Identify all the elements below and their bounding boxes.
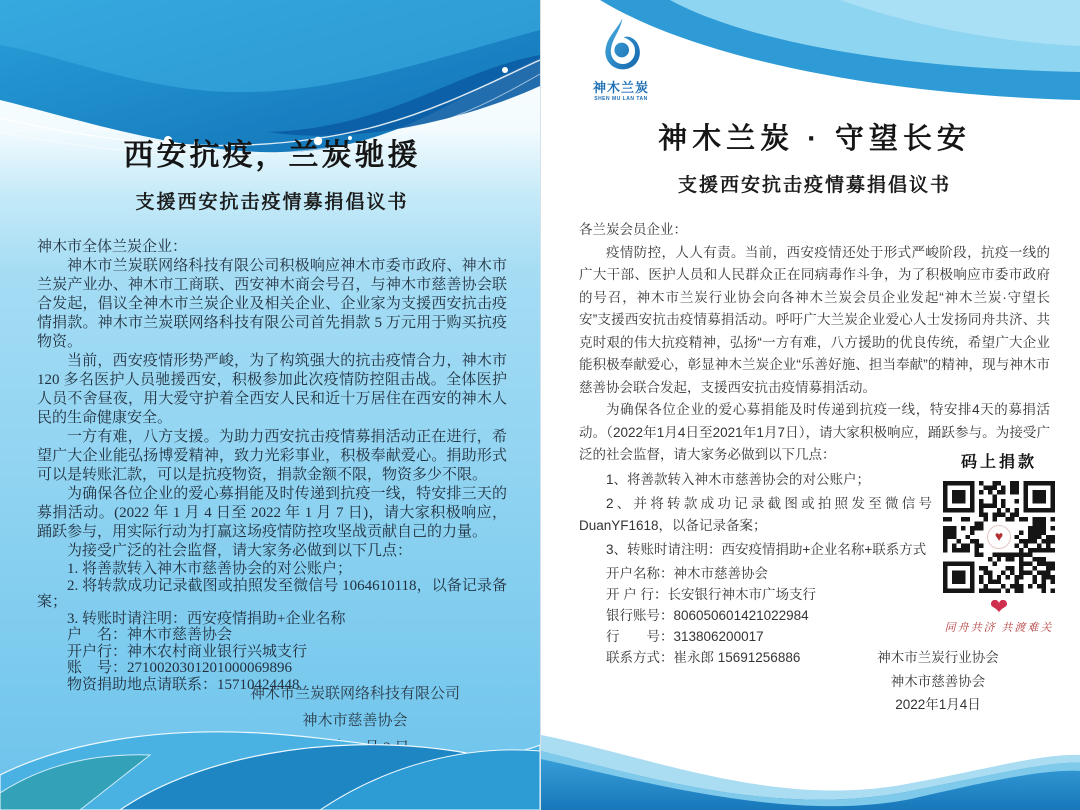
charity-emblem-icon: ♥	[987, 525, 1011, 549]
right-document-page	[540, 0, 1080, 810]
paragraph: 一方有难，八方支援。为助力西安抗击疫情募捐活动正在进行，希望广大企业能弘扬博爱精神，致力光彩事业，积极奉献爱心。捐助形式可以是转账汇款，可以是抗疫物资，捐款金额不限，物资多少不限。	[37, 429, 507, 483]
logo-text: 神木兰炭	[592, 80, 649, 95]
list-item: 2. 将转款成功记录截图或拍照发至微信号 1064610118，以备记录备案；	[37, 577, 507, 610]
account-line: 开户名称：神木市慈善协会	[606, 565, 768, 581]
heart-icon: ❤	[989, 594, 1009, 619]
left-page-content	[37, 138, 507, 693]
account-line: 物资捐助地点请联系：15710424448	[67, 676, 300, 693]
paragraph: 疫情防控，人人有责。当前，西安疫情还处于形式严峻阶段，抗疫一线的广大干部、医护人员和人民群众正在同病毒作斗争，为了积极响应市委市政府的号召，神木市兰炭行业协会向各神木兰炭会员企业发起“神木兰炭·守望长安”支援西安抗击疫情募捐活动。呼吁广大兰炭企业爱心人士发扬同舟共济、共克时艰的伟大抗疫精神，弘扬“一方有难，八方援助的优良传统，希望广大企业能积极奉献爱心，彰显神木兰炭企业“乐善好施、担当奉献”的精神，现与神木市慈善协会联合发起，支援西安抗击疫情募捐活动。	[579, 244, 1050, 395]
paragraph: 当前，西安疫情形势严峻，为了构筑强大的抗击疫情合力，神木市 120 多名医护人员驰援西安，积极参加此次疫情防控阻击战。全体医护人员不舍昼夜，用大爱守护着全西安人民和近十万居住在西安的神木人民的生命健康安全。	[37, 353, 507, 426]
qr-label: 码上捐款	[960, 454, 1037, 471]
signature-block	[854, 646, 1022, 717]
account-line: 户 名：神木市慈善协会	[67, 627, 233, 643]
page-subtitle: 支援西安抗击疫情募捐倡议书	[677, 175, 951, 196]
paragraph: 神木市兰炭联网络科技有限公司积极响应神木市委市政府、神木市兰炭产业办、神木市工商联、西安神木商会号召，与神木市慈善协会联合发起，倡议全神木市兰炭企业及相关企业、企业家为支援西安抗击疫情捐款。神木市兰炭联网络科技有限公司首先捐款 5 万元用于购买抗疫物资。	[37, 258, 507, 350]
donation-qr-block	[929, 449, 1069, 635]
signature-line: 神木市慈善协会	[890, 673, 986, 689]
signature-date: 2022年1月4日	[895, 697, 981, 712]
signature-line: 神木市兰炭联网络科技有限公司	[249, 686, 460, 702]
list-item: 3、转账时请注明：西安疫情捐助+企业名称+联系方式	[606, 541, 927, 557]
account-line: 开 户 行：长安银行神木市广场支行	[606, 586, 817, 602]
right-bottom-wave-decoration	[541, 715, 1080, 810]
signature-line: 神木市慈善协会	[302, 713, 408, 729]
paragraph: 为确保各位企业的爱心募捐能及时传递到抗疫一线，特安排三天的募捐活动。(2022 年 1 月 4 日至 2022 年 1 月 7 日)，请大家积极响应，踊跃参与，用实际行动为打赢这场疫情防控攻坚战贡献自己的力量。	[37, 486, 507, 540]
flame-logo-icon	[599, 18, 643, 70]
company-logo	[583, 18, 659, 102]
qr-caption: 同舟共济 共渡难关	[944, 622, 1054, 634]
list-item: 1. 将善款转入神木市慈善协会的对公账户；	[67, 561, 353, 577]
page-title: 西安抗疫，兰炭驰援	[123, 139, 421, 172]
account-line: 账 号：2710020301201000069896	[67, 660, 293, 676]
account-line: 银行账号：806050601421022984	[606, 607, 809, 623]
logo-subtext: SHEN MU LAN TAN	[594, 96, 648, 102]
account-line: 开户行：神木农村商业银行兴城支行	[67, 643, 308, 660]
letter-body	[37, 238, 507, 693]
left-bottom-wave-decoration	[0, 715, 540, 810]
salutation: 神木市全体兰炭企业：	[37, 239, 188, 255]
instruction-list	[37, 561, 507, 693]
list-item: 1、将善款转入神木市慈善协会的对公账户；	[606, 471, 871, 487]
signature-line: 神木市兰炭行业协会	[877, 650, 999, 665]
list-item: 2、并将转款成功记录截图或拍照发至微信号DuanYF1618，以备记录备案；	[579, 495, 932, 533]
page-subtitle: 支援西安抗击疫情募捐倡议书	[135, 192, 409, 213]
account-line: 行 号：313806200017	[606, 628, 764, 644]
paragraph: 为接受广泛的社会监督，请大家务必做到以下几点：	[67, 543, 413, 559]
account-line: 联系方式：崔永郎 15691256886	[606, 649, 801, 665]
salutation: 各兰炭会员企业：	[579, 222, 687, 237]
page-title: 神木兰炭 · 守望长安	[658, 123, 971, 155]
paragraph: 为确保各位企业的爱心募捐能及时传递到抗疫一线，特安排4天的募捐活动。（2022年1月4日至2021年1月7日），请大家积极响应，踊跃参与。为接受广泛的社会监督，请大家务必做到以下几点：	[579, 402, 1050, 462]
list-item: 3. 转账时请注明：西安疫情捐助+企业名称	[67, 610, 346, 627]
